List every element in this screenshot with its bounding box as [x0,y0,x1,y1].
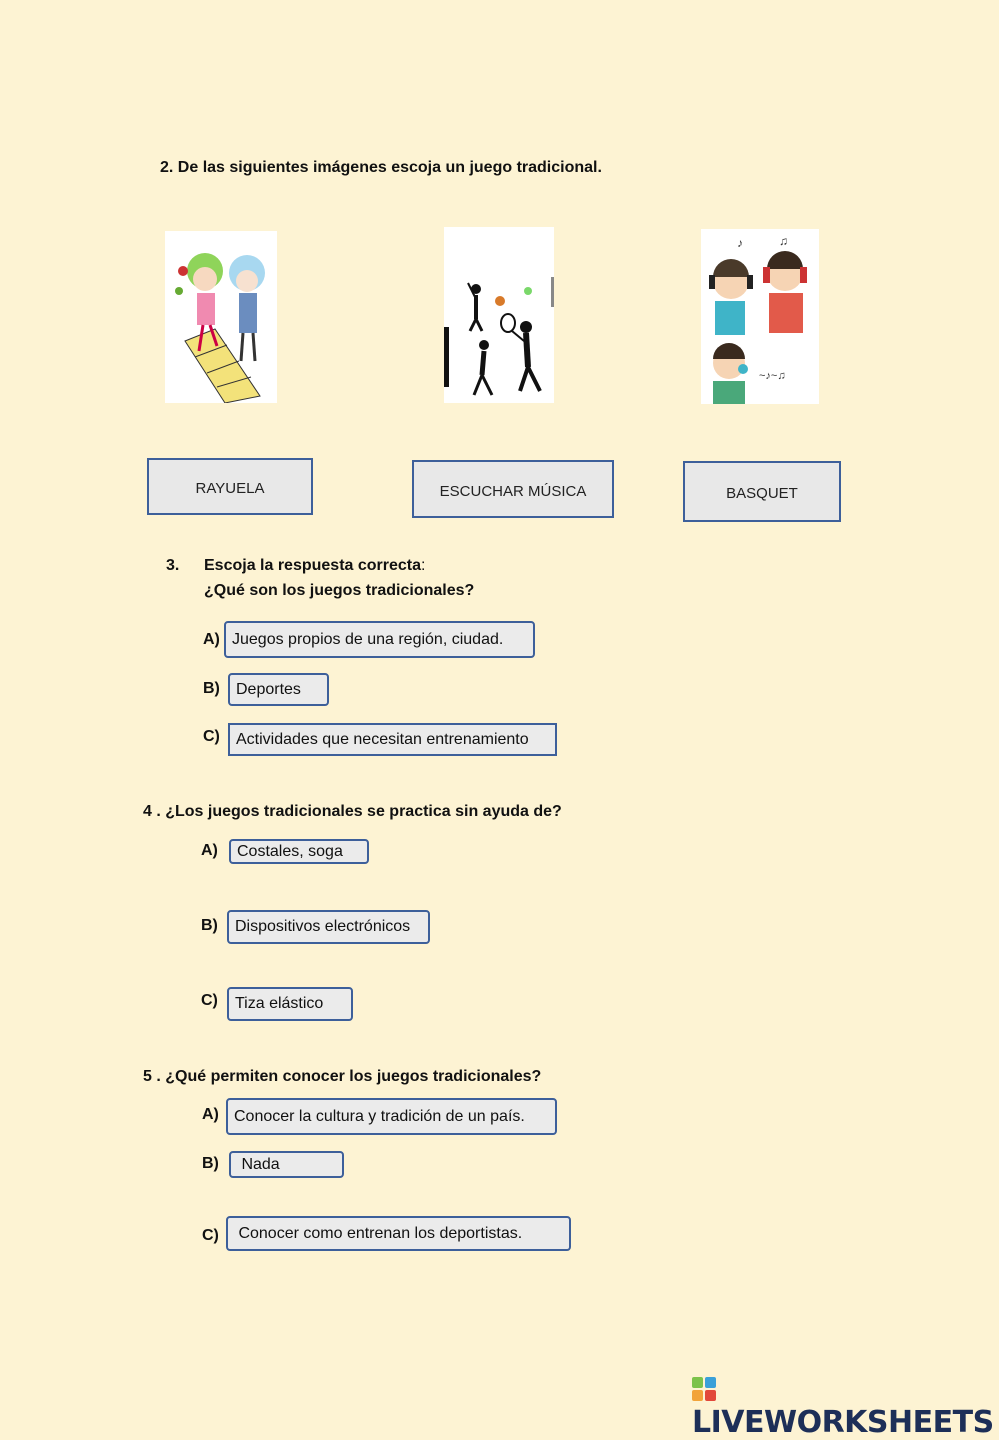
q5-option-b-letter: B) [202,1155,219,1172]
question-3-text: ¿Qué son los juegos tradicionales? [204,582,475,599]
q5-option-a-letter: A) [202,1106,219,1123]
q4-option-b-letter: B) [201,917,218,934]
liveworksheets-logo-icon [692,1377,716,1401]
question-5-title: 5 . ¿Qué permiten conocer los juegos tradicionales? [143,1068,542,1085]
instruction-text: Escoja la respuesta correcta [204,557,422,574]
word-escuchar-musica[interactable]: ESCUCHAR MÚSICA [412,460,614,518]
svg-text:~♪~♫: ~♪~♫ [759,370,786,382]
instruction-colon: : [421,557,426,574]
kids-with-headphones-image [701,229,819,404]
svg-text:♪: ♪ [737,236,743,250]
q5-option-c[interactable]: Conocer como entrenan los deportistas. [226,1216,571,1251]
q5-option-a[interactable]: Conocer la cultura y tradición de un país. [226,1098,557,1135]
word-basquet[interactable]: BASQUET [683,461,841,522]
svg-text:♫: ♫ [779,234,788,248]
question-2-title: 2. De las siguientes imágenes escoja un juego tradicional. [160,159,602,176]
liveworksheets-logo [692,1370,999,1440]
q4-option-c-letter: C) [201,992,218,1009]
q3-option-c-letter: C) [203,728,220,745]
q3-option-b[interactable]: Deportes [228,673,329,706]
q5-option-b[interactable]: Nada [229,1151,344,1178]
q3-option-b-letter: B) [203,680,220,697]
question-4-title: 4 . ¿Los juegos tradicionales se practica sin ayuda de? [143,803,562,820]
q5-option-c-letter: C) [202,1227,219,1244]
hopscotch-children-image [165,231,277,403]
sports-silhouettes-image [444,227,554,403]
question-3-number: 3. [166,557,180,574]
word-rayuela[interactable]: RAYUELA [147,458,313,515]
q3-option-c[interactable]: Actividades que necesitan entrenamiento [228,723,557,756]
q4-option-a-letter: A) [201,842,218,859]
q3-option-a-letter: A) [203,631,220,648]
q3-option-a[interactable]: Juegos propios de una región, ciudad. [224,621,535,658]
q4-option-a[interactable]: Costales, soga [229,839,369,864]
q4-option-c[interactable]: Tiza elástico [227,987,353,1021]
q4-option-b[interactable]: Dispositivos electrónicos [227,910,430,944]
question-3-instruction [204,557,425,575]
liveworksheets-brand: LIVEWORKSHEETS [692,1405,994,1440]
